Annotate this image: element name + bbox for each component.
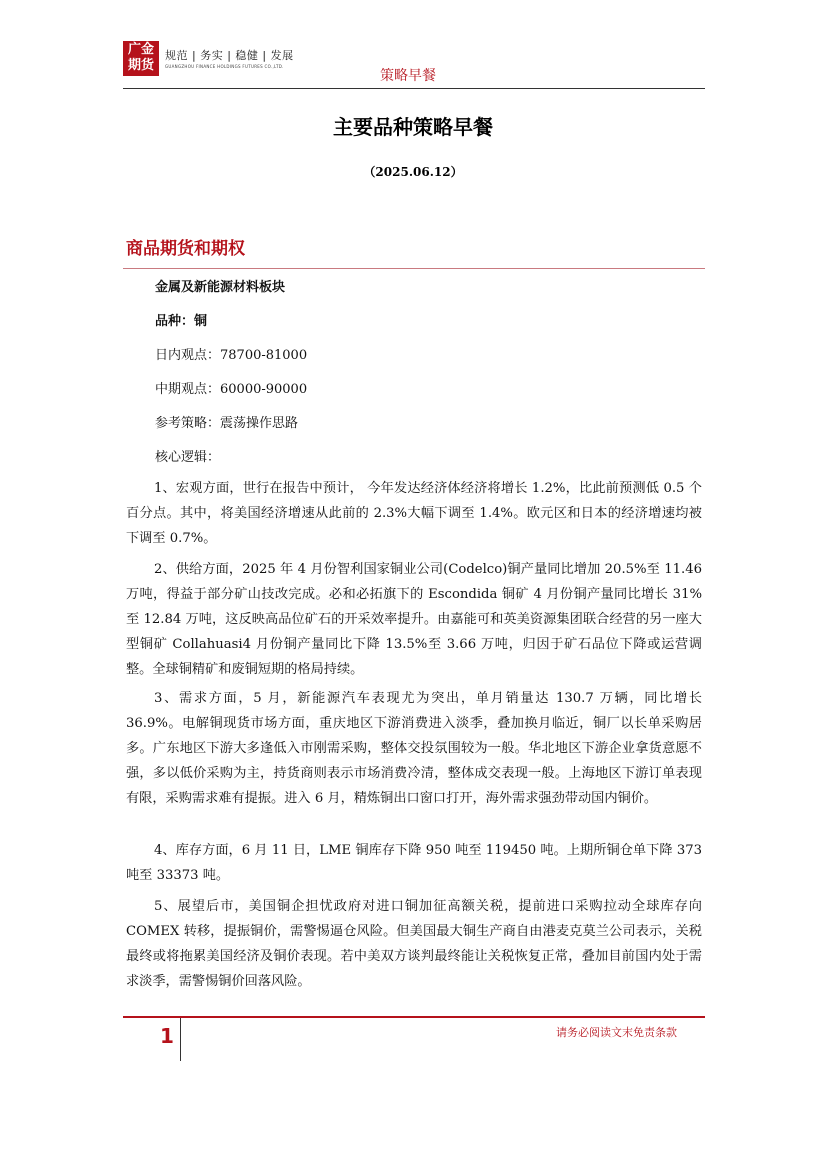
section-divider [123, 268, 705, 269]
disclaimer-note: 请务必阅读文末免责条款 [556, 1026, 677, 1039]
section-title: 商品期货和期权 [126, 239, 245, 259]
logo-text-line2: 期货 [127, 58, 154, 73]
intraday-view: 日内观点：78700-81000 [155, 348, 308, 363]
company-slogan: 规范 | 务实 | 稳健 | 发展 [165, 49, 294, 62]
footer-divider [123, 1016, 705, 1018]
report-type-label: 策略早餐 [380, 68, 436, 84]
core-logic-heading: 核心逻辑： [155, 450, 221, 465]
midterm-view: 中期观点：60000-90000 [155, 382, 308, 397]
page-number-separator [180, 1018, 181, 1061]
paragraph-inventory: 4、库存方面，6 月 11 日，LME 铜库存下降 950 吨至 119450 吨。上期所铜仓单下降 373 吨至 33373 吨。 [126, 843, 702, 883]
sector-heading: 金属及新能源材料板块 [155, 280, 286, 295]
company-english-name: GUANGZHOU FINANCE HOLDINGS FUTURES CO.,LTD. [165, 64, 284, 69]
paragraph-demand: 3、需求方面，5 月，新能源汽车表现尤为突出，单月销量达 130.7 万辆，同比增长 36.9%。电解铜现货市场方面，重庆地区下游消费进入淡季，叠加换月临近，铜厂以长单采购居多。广东地区下游大多逢低入市刚需采购，整体交投氛围较为一般。华北地区下游企业拿货意愿不强，多以低价采购为主，持货商则表示市场消费冷清，整体成交表现一般。上海地区下游订单表现有限，采购需求难有提振。进入 6 月，精炼铜出口窗口打开，海外需求强劲带动国内铜价。 [126, 691, 702, 806]
reference-strategy: 参考策略：震荡操作思路 [155, 416, 299, 431]
document-date: （2025.06.12） [363, 165, 463, 179]
document-title: 主要品种策略早餐 [333, 115, 493, 139]
page-number: 1 [160, 1024, 174, 1048]
header-divider [123, 88, 705, 89]
logo-text-line1: 广金 [127, 42, 154, 57]
paragraph-supply: 2、供给方面，2025 年 4 月份智利国家铜业公司(Codelco)铜产量同比增加 20.5%至 11.46 万吨，得益于部分矿山技改完成。必和必拓旗下的 Escondida 铜矿 4 月份铜产量同比增长 31%至 12.84 万吨，这反映高品位矿石的开采效率提升。由嘉能可和英美资源集团联合经营的另一座大型铜矿 Collahuasi4 月份铜产量同比下降 13.5%至 3.66 万吨，归因于矿石品位下降或运营调整。全球铜精矿和废铜短期的格局持续。 [126, 562, 702, 677]
variety-heading: 品种：铜 [155, 314, 208, 329]
paragraph-macro: 1、宏观方面，世行在报告中预计， 今年发达经济体经济将增长 1.2%，比此前预测低 0.5 个百分点。其中，将美国经济增速从此前的 2.3%大幅下调至 1.4%。欧元区和日本的经济增速均被下调至 0.7%。 [126, 481, 702, 546]
company-logo [123, 41, 159, 76]
paragraph-outlook: 5、展望后市，美国铜企担忧政府对进口铜加征高额关税，提前进口采购拉动全球库存向 COMEX 转移，提振铜价，需警惕逼仓风险。但美国最大铜生产商自由港麦克莫兰公司表示，关税最终或将拖累美国经济及铜价表现。若中美双方谈判最终能让关税恢复正常，叠加目前国内处于需求淡季，需警惕铜价回落风险。 [126, 899, 702, 989]
